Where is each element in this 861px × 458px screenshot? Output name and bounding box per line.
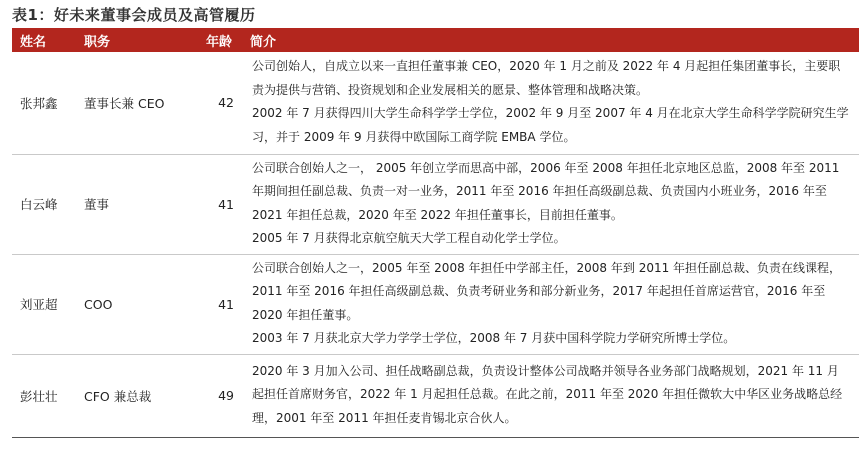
cell-role: 董事长兼 CEO [76,52,186,154]
cell-bio [240,52,859,154]
table-row [12,354,859,437]
cell-name: 白云峰 [12,154,76,254]
cell-bio [240,254,859,354]
cell-name: 张邦鑫 [12,52,76,154]
column-header-name: 姓名 [20,34,47,50]
executives-table [12,28,859,438]
cell-role: 董事 [76,154,186,254]
column-header-bio: 简介 [250,34,277,50]
bio-paragraph: 2020 年 3 月加入公司、担任战略副总裁，负责设计整体公司战略并领导各业务部门战略规划，2021 年 11 月起担任首席财务官，2022 年 1 月起担任总裁。在此之前，2011 年至 2020 年担任微软大中华区业务战略总经理，2001 年至 2011 年担任麦肯锡北京合伙人。 [252,363,843,425]
table-row [12,254,859,354]
cell-role: CFO 兼总裁 [76,354,186,437]
bio-paragraph: 2005 年 7 月获得北京航空航天大学工程自动化学士学位。 [252,231,566,245]
cell-age: 42 [186,52,240,154]
table-header-row [12,28,859,52]
cell-name: 彭壮壮 [12,354,76,437]
cell-age: 41 [186,254,240,354]
bio-paragraph: 公司创始人，自成立以来一直担任董事兼 CEO，2020 年 1 月之前及 2022 年 4 月起担任集团董事长，主要职责为提供与营销、投资规划和企业发展相关的愿景、整体管理和战略决策。 [252,59,841,97]
column-header-age: 年龄 [205,34,232,50]
bio-paragraph: 2002 年 7 月获得四川大学生命科学学士学位，2002 年 9 月至 2007 年 4 月在北京大学生命科学学院研究生学习，并于 2009 年 9 月获得中欧国际工商学院 EMBA 学位。 [252,106,849,144]
cell-age: 41 [186,154,240,254]
cell-name: 刘亚超 [12,254,76,354]
bio-paragraph: 公司联合创始人之一，2005 年至 2008 年担任中学部主任，2008 年到 2011 年担任副总裁、负责在线课程，2011 年至 2016 年担任高级副总裁、负责考研业务和部分新业务，2017 年起担任首席运营官，2016 年至 2020 年担任董事。 [252,260,842,322]
column-header-role: 职务 [84,34,111,50]
bio-paragraph: 公司联合创始人之一， 2005 年创立学而思高中部，2006 年至 2008 年担任北京地区总监，2008 年至 2011 年期间担任副总裁、负责一对一业务，2011 年至 2016 年担任高级副总裁、负责国内小班业务，2016 年至 2021 年担任总裁，2020 年至 2022 年担任董事长，目前担任董事。 [252,160,840,222]
cell-age: 49 [186,354,240,437]
cell-bio [240,154,859,254]
table-row [12,52,859,154]
cell-role: COO [76,254,186,354]
bio-paragraph: 2003 年 7 月获北京大学力学学士学位，2008 年 7 月获中国科学院力学研究所博士学位。 [252,331,736,345]
cell-bio [240,354,859,437]
table-title: 表1：好未来董事会成员及高管履历 [12,6,256,24]
table-row [12,154,859,254]
